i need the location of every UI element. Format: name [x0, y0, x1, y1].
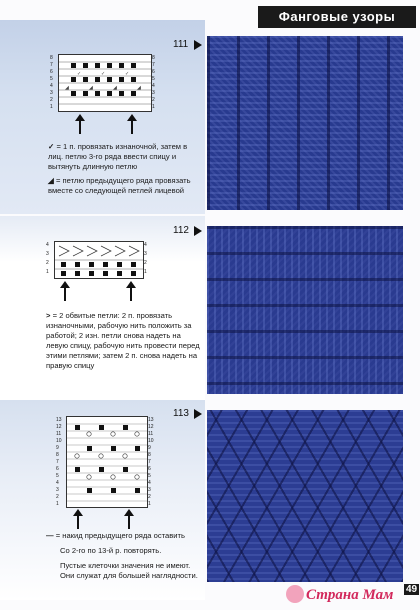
- chart-row-number: 8: [152, 55, 155, 61]
- chart-row-number: 2: [152, 97, 155, 103]
- pointer-icon: [194, 409, 202, 419]
- chart-row-number: 11: [56, 431, 62, 437]
- chart-row-number: 1: [148, 501, 151, 507]
- legend-item: [46, 311, 202, 371]
- chart-row-number: 7: [148, 459, 151, 465]
- chart-row-number: 3: [46, 251, 49, 257]
- knit-swatch-113: [207, 410, 403, 582]
- stitch-symbol: ◢: [48, 176, 54, 185]
- chart-row-number: 1: [50, 104, 53, 110]
- chart-row-number: 5: [56, 473, 59, 479]
- chart-row-number: 2: [50, 97, 53, 103]
- legend-text: = петлю предыдущего ряда провязать вместе со следующей петлей лицевой: [48, 176, 191, 195]
- chart-row-number: 4: [56, 480, 59, 486]
- chart-row-number: 6: [56, 466, 59, 472]
- pattern-number: 111: [173, 39, 189, 50]
- legend-text: = 1 п. провязать изнаночной, затем в лиц. петлю 3-го ряда ввести спицу и вытянуть длинную петлю: [48, 142, 188, 171]
- chart-row-number: 12: [56, 424, 62, 430]
- chart-row-number: 3: [144, 251, 147, 257]
- svg-text:◢: ◢: [113, 85, 117, 91]
- knit-chart-113: [66, 416, 148, 508]
- legend-item: [46, 531, 202, 541]
- chart-row-number: 1: [46, 269, 49, 275]
- chart-row-number: 8: [148, 452, 151, 458]
- repeat-end-arrow: [128, 515, 130, 529]
- chart-row-number: 8: [50, 55, 53, 61]
- legend-text: = 2 обвитые петли: 2 п. провязать изнаночными, рабочую нить положить за работой; 2 изн. петли снова надеть на левую спицу, рабочую нить провести перед этими петлями; затем 2 п. снова надеть на правую спицу: [46, 311, 200, 370]
- svg-text:✓: ✓: [101, 71, 106, 77]
- chart-row-number: 7: [152, 62, 155, 68]
- knit-chart-111: [58, 54, 152, 112]
- svg-text:✓: ✓: [77, 71, 82, 77]
- chart-row-number: 6: [152, 69, 155, 75]
- repeat-end-arrow: [131, 120, 133, 134]
- chart-row-number: 1: [144, 269, 147, 275]
- chart-grid-112: [55, 242, 143, 278]
- knit-chart-112: [54, 241, 144, 279]
- chart-row-number: 2: [56, 494, 59, 500]
- chart-row-number: 3: [56, 487, 59, 493]
- chart-row-number: 9: [56, 445, 59, 451]
- page-number: 49: [406, 584, 418, 595]
- repeat-end-arrow: [130, 287, 132, 301]
- chart-row-number: 2: [148, 494, 151, 500]
- page-title: Фанговые узоры: [258, 6, 416, 28]
- svg-text:◢: ◢: [65, 85, 69, 91]
- chart-row-number: 13: [148, 417, 154, 423]
- chart-row-number: 2: [46, 260, 49, 266]
- chart-grid-111: [59, 55, 151, 111]
- chart-row-number: 13: [56, 417, 62, 423]
- chart-row-number: 3: [50, 90, 53, 96]
- watermark-logo-icon: [286, 585, 304, 603]
- stitch-symbol: —: [46, 531, 54, 540]
- pattern-number: 112: [173, 225, 189, 236]
- chart-row-number: 7: [56, 459, 59, 465]
- knit-swatch-111: [207, 36, 403, 210]
- chart-row-number: 3: [152, 90, 155, 96]
- chart-row-number: 2: [144, 260, 147, 266]
- chart-grid-113: [67, 417, 147, 507]
- chart-row-number: 4: [148, 480, 151, 486]
- svg-text:◢: ◢: [137, 85, 141, 91]
- chart-row-number: 9: [148, 445, 151, 451]
- knit-swatch-112: [207, 226, 403, 394]
- chart-row-number: 12: [148, 424, 154, 430]
- chart-row-number: 5: [148, 473, 151, 479]
- chart-row-number: 8: [56, 452, 59, 458]
- chart-row-number: 4: [144, 242, 147, 248]
- stitch-symbol: ✓: [48, 142, 55, 151]
- chart-row-number: 10: [56, 438, 62, 444]
- empty-cells-note: Пустые клеточки значения не имеют. Они служат для большей наглядности.: [60, 561, 198, 580]
- chart-row-number: 1: [152, 104, 155, 110]
- repeat-start-arrow: [77, 515, 79, 529]
- svg-text:✓: ✓: [125, 71, 130, 77]
- stitch-symbol: >: [46, 311, 51, 320]
- chart-row-number: 7: [50, 62, 53, 68]
- chart-row-number: 3: [148, 487, 151, 493]
- chart-row-number: 4: [46, 242, 49, 248]
- svg-text:◢: ◢: [89, 85, 93, 91]
- chart-row-number: 10: [148, 438, 154, 444]
- pointer-icon: [194, 226, 202, 236]
- chart-row-number: 4: [50, 83, 53, 89]
- repeat-start-arrow: [64, 287, 66, 301]
- chart-row-number: 1: [56, 501, 59, 507]
- repeat-note: Со 2-го по 13-й р. повторять.: [60, 546, 162, 555]
- chart-row-number: 5: [152, 76, 155, 82]
- pattern-number: 113: [173, 408, 189, 419]
- chart-row-number: 11: [148, 431, 154, 437]
- chart-row-number: 5: [50, 76, 53, 82]
- watermark: Страна Мам: [306, 587, 394, 603]
- pointer-icon: [194, 40, 202, 50]
- legend-item: [48, 176, 198, 196]
- repeat-start-arrow: [79, 120, 81, 134]
- legend-item: [48, 142, 198, 172]
- chart-row-number: 6: [148, 466, 151, 472]
- legend-text: = накид предыдущего ряда оставить: [55, 531, 185, 540]
- chart-row-number: 6: [50, 69, 53, 75]
- chart-row-number: 4: [152, 83, 155, 89]
